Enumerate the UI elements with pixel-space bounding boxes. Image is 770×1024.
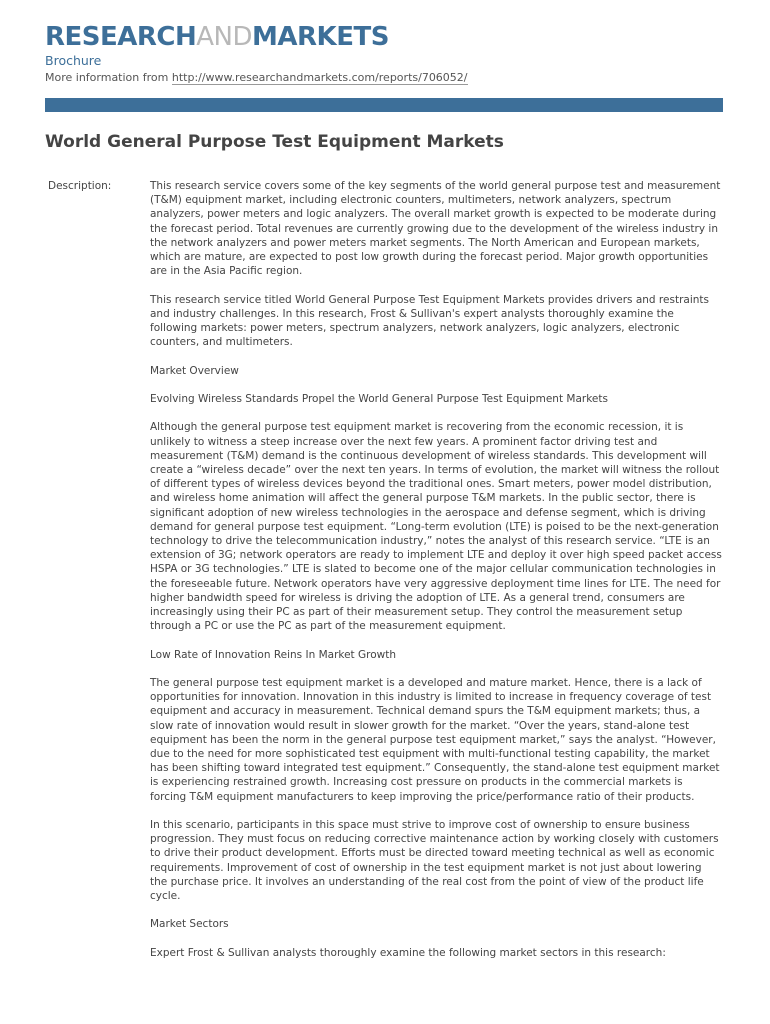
- subheading-low-innovation: Low Rate of Innovation Reins In Market Growth: [150, 648, 397, 661]
- description-body: [150, 179, 722, 974]
- report-url-link[interactable]: http://www.researchandmarkets.com/reports/706052/: [171, 71, 468, 84]
- more-info-line: [45, 70, 468, 85]
- description-paragraph: The general purpose test equipment market is a developed and mature market. Hence, there is a lack of opportunities for innovation. Innovation in this industry is limited to increase in frequency coverage of test equipment and accuracy in measurement. Technical demand spurs the T&M equipment markets; thus, a slow rate of innovation would result in slower growth for the market. “Over the years, stand-alone test equipment has been the norm in the general purpose test equipment market,” says the analyst. “However, due to the need for more sophisticated test equipment with multi-functional testing capability, the market has been shifting toward integrated test equipment.” Consequently, the stand-alone test equipment market is experiencing restrained growth. Increasing cost pressure on products in the commercial markets is forcing T&M equipment manufacturers to keep improving the price/performance ratio of their products.: [150, 677, 720, 803]
- logo-text-markets: MARKETS: [252, 22, 389, 52]
- more-info-label: More information from: [45, 71, 169, 84]
- logo-text-research: RESEARCH: [45, 22, 197, 52]
- subheading-wireless-standards: Evolving Wireless Standards Propel the World General Purpose Test Equipment Markets: [150, 393, 608, 405]
- section-heading-market-sectors: Market Sectors: [150, 918, 229, 931]
- brochure-label: Brochure: [45, 53, 102, 68]
- description-paragraph: In this scenario, participants in this space must strive to improve cost of ownership to ensure business progression. They must focus on reducing corrective maintenance action by working closely with customers to drive their product development. Efforts must be directed toward meeting technical as well as economic requirements. Improvement of cost of ownership in the test equipment market is not just about lowering the purchase price. It involves an understanding of the real cost from the point of view of the product life cycle.: [150, 819, 719, 903]
- header-divider-bar: [45, 98, 723, 112]
- description-paragraph: This research service titled World General Purpose Test Equipment Markets provides drivers and restraints and industry challenges. In this research, Frost & Sullivan's expert analysts thoroughly examine the following markets: power meters, spectrum analyzers, network analyzers, logic analyzers, electronic counters, and multimeters.: [150, 293, 709, 349]
- logo-text-and: AND: [196, 22, 253, 52]
- researchandmarkets-logo: [45, 22, 389, 52]
- section-heading-market-overview: Market Overview: [150, 364, 239, 377]
- description-paragraph: This research service covers some of the key segments of the world general purpose test and measurement (T&M) equipment market, including electronic counters, multimeters, network analyzers, spectrum analyzers, power meters and logic analyzers. The overall market growth is expected to be moderate during the forecast period. Total revenues are currently growing due to the development of the wireless industry in the network analyzers and power meters market segments. The North American and European markets, which are mature, are expected to post low growth during the forecast period. Major growth opportunities are in the Asia Pacific region.: [150, 180, 721, 278]
- description-paragraph: Expert Frost & Sullivan analysts thoroughly examine the following market sectors in this research:: [150, 946, 666, 959]
- report-title: World General Purpose Test Equipment Markets: [45, 132, 504, 152]
- description-label: Description:: [48, 180, 112, 192]
- description-paragraph: Although the general purpose test equipment market is recovering from the economic recession, it is unlikely to witness a steep increase over the next few years. A prominent factor driving test and measurement (T&M) demand is the continuous development of wireless standards. This development will create a “wireless decade” over the next ten years. In terms of evolution, the market will witness the rollout of different types of wireless devices beyond the traditional ones. Smart meters, power model distribution, and wireless home animation will affect the general purpose T&M markets. In the public sector, there is significant adoption of new wireless technologies in the aerospace and defense segment, which is driving demand for general purpose test equipment. “Long-term evolution (LTE) is poised to be the next-generation technology to drive the telecommunication industry,” notes the analyst of this research service. “LTE is an extension of 3G; network operators are ready to implement LTE and deploy it over high speed packet access HSPA or 3G technologies.” LTE is slated to become one of the major cellular communication technologies in the foreseeable future. Network operators have very aggressive deployment time lines for LTE. The need for higher bandwidth speed for wireless is driving the adoption of LTE. As a general trend, consumers are increasingly using their PC as part of their measurement setup. They control the measurement setup through a PC or use the PC as part of the measurement equipment.: [150, 421, 722, 633]
